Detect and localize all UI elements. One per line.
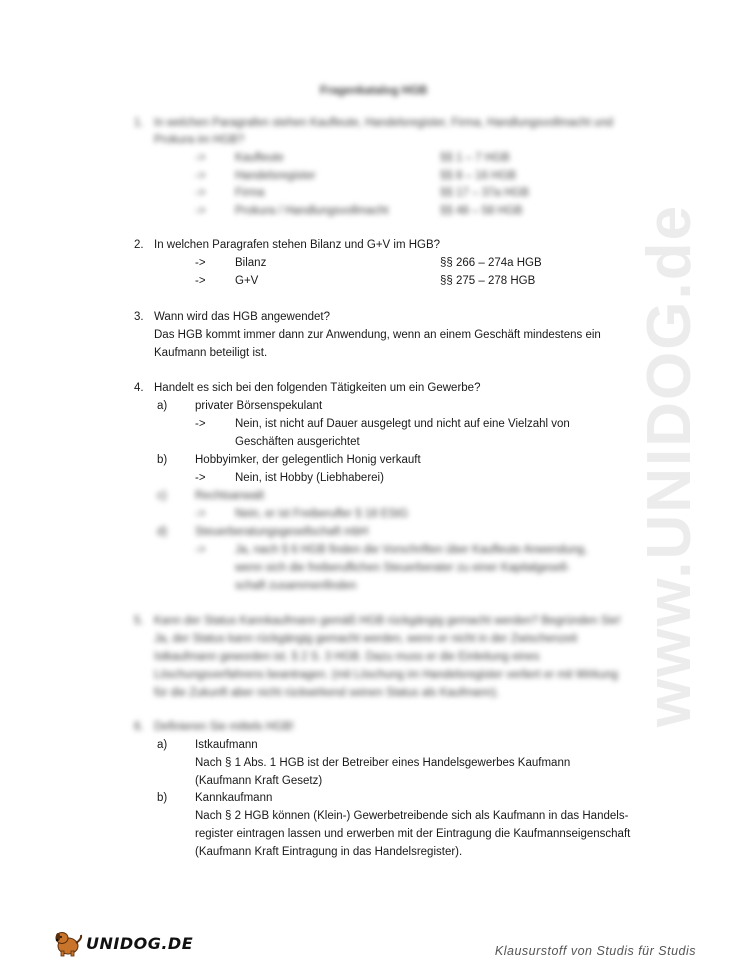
- q6-b-definition-line2: register eintragen lassen und erwerben mit der Eintragung die Kaufmannseigenschaft: [195, 828, 631, 840]
- q1-row-arrow: ->: [195, 152, 206, 164]
- q2-row-ref: §§ 275 – 278 HGB: [440, 275, 536, 287]
- q5-line1: Kann der Status Kannkaufmann gemäß HGB rückgängig gemacht werden? Begründen Sie!: [154, 615, 621, 627]
- q1-row-arrow: ->: [195, 170, 206, 182]
- q1-question-line2: Prokura im HGB?: [154, 134, 245, 146]
- q2-row-label: G+V: [235, 275, 259, 287]
- q4-b-answer: Nein, ist Hobby (Liebhaberei): [235, 472, 384, 484]
- q5-line4: Löschungsverfahrens beantragen. (mit Löschung im Handelsregister verliert er mit Wirkung: [154, 669, 619, 681]
- q4-b-text: Hobbyimker, der gelegentlich Honig verkauft: [195, 454, 421, 466]
- q6-a-letter: a): [157, 739, 168, 751]
- q4-d-answer-line2: wenn sich die freiberuflichen Steuerberater zu einer Kapitalgesell-: [235, 562, 570, 574]
- q1-row-arrow: ->: [195, 205, 206, 217]
- footer-logo[interactable]: [52, 929, 193, 957]
- watermark: www.UNIDOG.de: [635, 203, 705, 727]
- q5-number: 5.: [134, 615, 144, 627]
- q1-row-ref: §§ 8 – 16 HGB: [440, 170, 517, 182]
- q6-a-definition-line1: Nach § 1 Abs. 1 HGB ist der Betreiber eines Handelsgewerbes Kaufmann: [195, 757, 571, 769]
- q4-a-letter: a): [157, 400, 168, 412]
- q1-row-ref: §§ 1 – 7 HGB: [440, 152, 510, 164]
- q6-b-definition-line1: Nach § 2 HGB können (Klein-) Gewerbetreibende sich als Kaufmann in das Handels-: [195, 810, 629, 822]
- q4-d-letter: d): [157, 526, 168, 538]
- q1-row-ref: §§ 48 – 58 HGB: [440, 205, 523, 217]
- q4-number: 4.: [134, 382, 144, 394]
- q3-answer-line1: Das HGB kommt immer dann zur Anwendung, wenn an einem Geschäft mindestens ein: [154, 329, 601, 341]
- q2-row-arrow: ->: [195, 257, 206, 269]
- q6-a-definition-line2: (Kaufmann Kraft Gesetz): [195, 775, 323, 787]
- q4-c-letter: c): [157, 490, 167, 502]
- q3-answer-line2: Kaufmann beteiligt ist.: [154, 347, 268, 359]
- page-title: Fragenkatalog HGB: [320, 85, 428, 97]
- q2-row-arrow: ->: [195, 275, 206, 287]
- q1-row-label: Firma: [235, 187, 265, 199]
- q6-question: Definieren Sie mittels HGB!: [154, 721, 294, 733]
- footer-tagline: Klausurstoff von Studis für Studis: [494, 944, 696, 958]
- q6-b-letter: b): [157, 792, 168, 804]
- q2-number: 2.: [134, 239, 144, 251]
- q1-row-label: Kaufleute: [235, 152, 284, 164]
- q4-a-answer-line1: Nein, ist nicht auf Dauer ausgelegt und nicht auf eine Vielzahl von: [235, 418, 570, 430]
- q5-line5: für die Zukunft aber nicht rückwirkend seinen Status als Kaufmann).: [154, 687, 500, 699]
- q6-number: 6.: [134, 721, 144, 733]
- q1-row-label: Handelsregister: [235, 170, 316, 182]
- q5-line3: Istkaufmann geworden ist. § 2 S. 3 HGB. Dazu muss er die Einleitung eines: [154, 651, 540, 663]
- q1-question-line1: In welchen Paragrafen stehen Kaufleute, Handelsregister, Firma, Handlungsvollmacht und: [154, 117, 613, 129]
- q4-a-arrow: ->: [195, 418, 206, 430]
- q4-b-letter: b): [157, 454, 168, 466]
- q5-line2: Ja, der Status kann rückgängig gemacht werden, wenn er nicht in der Zwischenzeit: [154, 633, 578, 645]
- dog-icon: [52, 929, 84, 957]
- q4-a-text: privater Börsenspekulant: [195, 400, 323, 412]
- q4-d-answer-line1: Ja, nach § 6 HGB finden die Vorschriften über Kaufleute Anwendung,: [235, 544, 588, 556]
- q6-a-term: Istkaufmann: [195, 739, 258, 751]
- q4-a-answer-line2: Geschäften ausgerichtet: [235, 436, 360, 448]
- q2-row-label: Bilanz: [235, 257, 267, 269]
- q6-b-definition-line3: (Kaufmann Kraft Eintragung in das Handelsregister).: [195, 846, 463, 858]
- q4-d-text: Steuerberatungsgesellschaft mbH: [195, 526, 369, 538]
- q1-row-ref: §§ 17 – 37a HGB: [440, 187, 529, 199]
- brand-name: UNIDOG.DE: [86, 933, 194, 953]
- q4-d-answer-line3: schaft zusammenfinden: [235, 580, 357, 592]
- q3-question: Wann wird das HGB angewendet?: [154, 311, 331, 323]
- q4-b-arrow: ->: [195, 472, 206, 484]
- q6-b-term: Kannkaufmann: [195, 792, 273, 804]
- q1-row-label: Prokura / Handlungsvollmacht: [235, 205, 389, 217]
- q2-question: In welchen Paragrafen stehen Bilanz und G+V im HGB?: [154, 239, 441, 251]
- q2-row-ref: §§ 266 – 274a HGB: [440, 257, 542, 269]
- q4-c-arrow: ->: [195, 508, 206, 520]
- q4-c-answer: Nein, er ist Freiberufler § 18 EStG: [235, 508, 409, 520]
- q3-number: 3.: [134, 311, 144, 323]
- q1-number: 1.: [134, 117, 144, 129]
- q4-question: Handelt es sich bei den folgenden Tätigkeiten um ein Gewerbe?: [154, 382, 481, 394]
- q4-d-arrow: ->: [195, 544, 206, 556]
- q1-row-arrow: ->: [195, 187, 206, 199]
- q4-c-text: Rechtsanwalt: [195, 490, 265, 502]
